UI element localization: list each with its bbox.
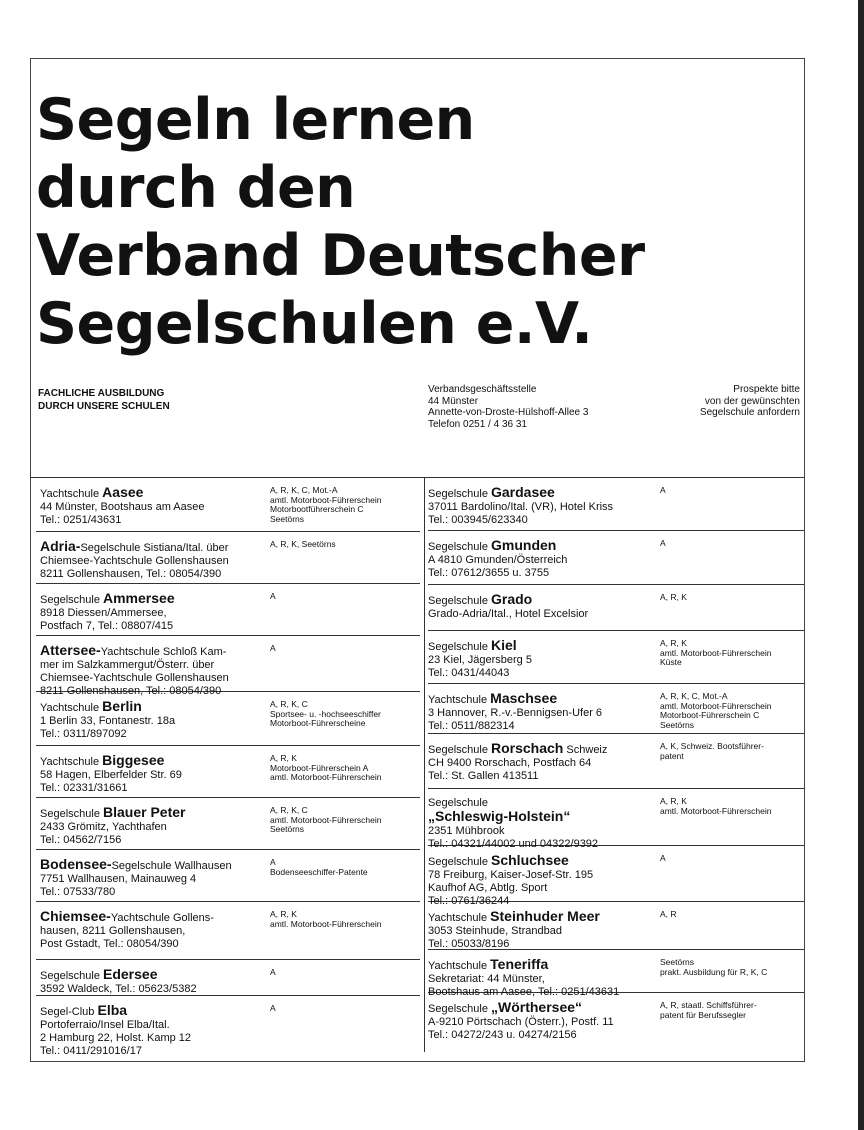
school-name: Attersee- (40, 642, 101, 658)
school-type: Yachtschule (428, 694, 491, 706)
school-name: Bodensee- (40, 856, 112, 872)
office-address-line: 44 Münster (428, 395, 479, 407)
school-address-block (428, 639, 532, 680)
school-type: Yachtschule (428, 912, 491, 924)
school-name: Gardasee (491, 484, 555, 500)
course-offering: A (270, 591, 276, 601)
school-entry (36, 902, 420, 960)
school-name-line (428, 810, 598, 825)
school-entry (428, 478, 804, 531)
school-type: Segelschule (428, 488, 491, 500)
school-entry (36, 996, 420, 1057)
school-name-suffix: Schweiz (563, 744, 608, 756)
course-offering: amtl. Motorboot-Führerschein (270, 814, 382, 825)
school-name: Elba (97, 1002, 128, 1018)
course-offering: amtl. Motorboot-Führerschein (270, 494, 382, 505)
course-offering: amtl. Motorboot-Führerschein (270, 772, 382, 782)
school-address-block (40, 806, 185, 847)
course-offering: A (660, 853, 666, 863)
school-address-block (40, 1004, 191, 1058)
school-entry (428, 631, 804, 684)
course-offering: Bodenseeschiffer-Patente (270, 866, 368, 877)
school-entry (36, 584, 420, 636)
school-address-block (428, 539, 567, 580)
course-offering: A, R, K (660, 592, 687, 602)
course-offering: A, R, staatl. Schiffsführer- (660, 1000, 757, 1010)
school-address-block (428, 593, 588, 621)
school-address-line: Portoferraio/Insel Elba/Ital. (40, 1019, 170, 1031)
course-offering: Küste (660, 657, 682, 667)
school-name-line (428, 593, 588, 608)
course-offering: A (660, 485, 666, 495)
headline-line-3: Verband Deutscher (36, 223, 645, 289)
school-entry (428, 531, 804, 585)
school-address-block (428, 692, 602, 733)
school-name-line (40, 486, 205, 501)
school-address-block (428, 742, 607, 783)
school-type: Segelschule (428, 1003, 491, 1015)
school-address-line: Tel.: 0311/897092 (40, 728, 127, 740)
brochure-note-line: Prospekte bitte (733, 384, 800, 395)
school-address-line: Tel.: 0511/882314 (428, 720, 515, 732)
school-name-line (428, 910, 600, 925)
school-name-line (428, 639, 532, 654)
course-offerings (660, 958, 804, 977)
school-name: „Wörthersee“ (491, 999, 583, 1015)
school-type: Segel-Club (40, 1006, 98, 1018)
course-offerings (270, 592, 420, 602)
school-address-line: 8211 Gollenshausen, Tel.: 08054/390 (40, 685, 222, 697)
school-address-line: Tel.: 04272/243 u. 04274/2156 (428, 1029, 577, 1041)
school-entry (428, 846, 804, 907)
school-address-line: 7751 Wallhausen, Mainauweg 4 (40, 873, 197, 885)
school-address-block (428, 1001, 614, 1042)
school-entry (428, 902, 804, 950)
school-name-line (40, 592, 175, 607)
course-offering: patent (660, 750, 684, 761)
course-offering: A, R, K, C (270, 805, 308, 815)
school-name-line (428, 692, 602, 707)
school-name-line (428, 1001, 614, 1016)
school-name-suffix: Yachtschule Schloß Kam- (100, 646, 227, 658)
school-name-line (428, 958, 619, 973)
course-offering: A (270, 967, 276, 977)
school-address-block (40, 910, 214, 951)
school-name-line (40, 540, 229, 555)
school-address-line: Chiemsee-Yachtschule Gollenshausen (40, 672, 229, 684)
brochure-note-line: Segelschule anfordern (699, 407, 800, 418)
school-type: Segelschule (428, 797, 488, 809)
school-type: Segelschule (428, 541, 491, 553)
school-entry (428, 684, 804, 734)
course-offering: A, R (660, 909, 677, 919)
school-address-block (428, 854, 593, 908)
school-type: Segelschule (428, 641, 491, 653)
school-type: Yachtschule (428, 960, 491, 972)
school-address-line: Tel.: 07533/780 (40, 886, 116, 898)
school-entry (428, 734, 804, 789)
course-offering: A (270, 643, 276, 653)
course-offering: amtl. Motorboot-Führerschein (660, 647, 772, 658)
school-entry (428, 585, 804, 631)
headline-line-2: durch den (36, 155, 356, 221)
course-offering: A, R, K (660, 796, 687, 806)
school-address-line: Sekretariat: 44 Münster, (428, 973, 545, 985)
course-offering: Sportsee- u. -hochseeschiffer (270, 708, 381, 719)
school-address-block (40, 858, 232, 899)
training-subhead-line: FACHLICHE AUSBILDUNG (38, 388, 165, 399)
course-offerings (660, 539, 804, 549)
school-entry (36, 960, 420, 996)
course-offerings (660, 639, 804, 668)
school-address-line: 78 Freiburg, Kaiser-Josef-Str. 195 (428, 869, 594, 881)
course-offering: amtl. Motorboot-Führerschein (270, 918, 382, 929)
school-address-block (40, 592, 175, 633)
school-address-line: mer im Salzkammergut/Österr. über (40, 659, 215, 671)
school-list-right (428, 478, 804, 1053)
course-offerings (270, 644, 420, 654)
school-name: Aasee (102, 484, 144, 500)
school-address-line: 2433 Grömitz, Yachthafen (40, 821, 167, 833)
school-type: Segelschule (428, 856, 491, 868)
school-name-line (40, 806, 185, 821)
course-offerings (660, 593, 804, 603)
school-name-line (40, 700, 175, 715)
school-address-line: 2 Hamburg 22, Holst. Kamp 12 (40, 1032, 192, 1044)
school-address-line: Tel.: 04562/7156 (40, 834, 122, 846)
school-address-line: Tel.: 02331/31661 (40, 782, 128, 794)
school-name-line (428, 742, 607, 757)
school-entry (36, 532, 420, 584)
school-address-line: 37011 Bardolino/Ital. (VR), Hotel Kriss (428, 501, 614, 513)
school-address-line: Chiemsee-Yachtschule Gollenshausen (40, 555, 229, 567)
school-name-line (40, 644, 229, 659)
school-address-block (428, 910, 600, 951)
school-address-line: 23 Kiel, Jägersberg 5 (428, 654, 532, 666)
school-address-line: Bootshaus am Aasee, Tel.: 0251/43631 (428, 986, 620, 998)
course-offering: A, R, K (270, 909, 297, 919)
school-address-line: CH 9400 Rorschach, Postfach 64 (428, 757, 592, 769)
school-address-line: Tel.: 04321/44002 und 04322/9392 (428, 838, 599, 850)
course-offerings (270, 540, 420, 550)
course-offerings (270, 910, 420, 929)
course-offering: A, K, Schweiz. Bootsführer- (660, 741, 764, 751)
course-offerings (270, 754, 420, 783)
course-offering: Seetörns (660, 719, 695, 730)
course-offerings (270, 1004, 420, 1014)
school-name-suffix: Segelschule Sistiana/Ital. über (80, 542, 229, 554)
school-address-line: Tel.: 0251/43631 (40, 514, 122, 526)
school-name: Biggesee (102, 752, 165, 768)
brochure-note (600, 384, 800, 419)
course-offering: A (660, 538, 666, 548)
school-address-line: 1 Berlin 33, Fontanestr. 18a (40, 715, 176, 727)
course-offerings (660, 1001, 804, 1020)
course-offering: Seetörns (270, 824, 305, 834)
school-list-left (36, 478, 420, 1057)
school-name-suffix: Yachtschule Gollens- (110, 912, 214, 924)
course-offering: amtl. Motorboot-Führerschein (660, 805, 772, 816)
office-address-line: Verbandsgeschäftsstelle (428, 384, 537, 395)
school-type: Segelschule (428, 744, 491, 756)
course-offering: A (270, 857, 276, 867)
school-address-block (40, 754, 182, 795)
course-offering: amtl. Motorboot-Führerschein (660, 700, 772, 711)
school-entry (36, 798, 420, 850)
office-address-line: Telefon 0251 / 4 36 31 (428, 418, 527, 430)
school-entry (36, 636, 420, 697)
school-address-block (428, 486, 613, 527)
course-offering: A, R, K, C, Mot.-A (660, 691, 728, 701)
course-offering: Motorboot-Führerschein A (270, 762, 369, 773)
school-address-line: 3053 Steinhude, Strandbad (428, 925, 562, 937)
school-name-line (40, 754, 182, 769)
course-offering: A, R, K, Seetörns (270, 539, 336, 549)
school-entry (428, 993, 804, 1053)
school-name-line (428, 539, 567, 554)
school-address-line: Grado-Adria/Ital., Hotel Excelsior (428, 608, 589, 620)
school-name: Chiemsee- (40, 908, 111, 924)
office-address-line: Annette-von-Droste-Hülshoff-Allee 3 (428, 407, 589, 418)
school-address-block (428, 797, 598, 851)
school-type: Yachtschule (40, 488, 103, 500)
course-offering: Motorboot-Führerscheine (270, 718, 366, 728)
school-name-line (428, 854, 593, 869)
school-name-line (40, 910, 214, 925)
school-name: Blauer Peter (103, 804, 186, 820)
school-entry (428, 789, 804, 850)
school-type: Yachtschule (40, 702, 103, 714)
school-address-line: Tel.: 0431/44043 (428, 667, 510, 679)
course-offering: prakt. Ausbildung für R, K, C (660, 966, 768, 977)
course-offering: A (270, 1003, 276, 1013)
school-address-line: A-9210 Pörtschach (Österr.), Postf. 11 (428, 1016, 614, 1028)
school-name: Steinhuder Meer (490, 908, 600, 924)
course-offerings (660, 742, 804, 761)
training-subhead-line: DURCH UNSERE SCHULEN (38, 401, 170, 412)
school-name: Teneriffa (490, 956, 549, 972)
school-address-line: Tel.: 05033/8196 (428, 938, 510, 950)
school-entry (428, 950, 804, 998)
school-address-line: 8211 Gollenshausen, Tel.: 08054/390 (40, 568, 222, 580)
headline-line-4: Segelschulen e.V. (36, 291, 593, 357)
school-entry (36, 478, 420, 532)
course-offerings (660, 854, 804, 864)
school-name: Schluchsee (491, 852, 569, 868)
school-address-line: Tel.: 07612/3655 u. 3755 (428, 567, 550, 579)
school-name-line (40, 858, 232, 873)
school-address-line: Tel.: 003945/623340 (428, 514, 528, 526)
scan-edge-shadow (858, 0, 864, 1130)
course-offering: A, R, K (660, 638, 687, 648)
course-offering: patent für Berufssegler (660, 1009, 746, 1020)
course-offering: A, R, K, C, Mot.-A (270, 485, 338, 495)
course-offering: Motorboot-Führerschein C (660, 710, 760, 720)
school-name-suffix: Segelschule Wallhausen (111, 860, 232, 872)
school-address-line: A 4810 Gmunden/Österreich (428, 554, 568, 566)
school-address-block (40, 540, 229, 581)
course-offerings (660, 692, 804, 730)
headline-line-1: Segeln lernen (36, 87, 475, 153)
school-name: Edersee (103, 966, 158, 982)
training-subhead (38, 387, 170, 413)
school-address-block (40, 644, 229, 698)
course-offerings (270, 486, 420, 524)
school-address-line: 2351 Mühbrook (428, 825, 505, 837)
school-entry (36, 850, 420, 902)
course-offerings (270, 700, 420, 729)
course-offerings (660, 910, 804, 920)
school-address-line: Kaufhof AG, Abtlg. Sport (428, 882, 548, 894)
school-entry (36, 692, 420, 746)
school-name: Maschsee (490, 690, 558, 706)
school-address-line: Tel.: 0761/36244 (428, 895, 510, 907)
school-address-line: Postfach 7, Tel.: 08807/415 (40, 620, 174, 632)
school-name: „Schleswig-Holstein“ (428, 808, 571, 824)
column-divider (424, 477, 425, 1052)
school-name-line (40, 1004, 191, 1019)
headline (36, 86, 645, 358)
course-offerings (270, 858, 420, 877)
school-address-block (40, 968, 197, 996)
school-name: Ammersee (103, 590, 175, 606)
school-type: Segelschule (40, 594, 103, 606)
school-name: Adria- (40, 538, 81, 554)
school-address-line: Tel.: 0411/291016/17 (40, 1045, 142, 1057)
school-address-line: Post Gstadt, Tel.: 08054/390 (40, 938, 179, 950)
school-address-block (40, 486, 205, 527)
office-address (428, 384, 588, 430)
course-offering: Seetörns (270, 513, 305, 524)
course-offerings (270, 806, 420, 835)
school-entry (36, 746, 420, 798)
school-address-line: 3 Hannover, R.-v.-Bennigsen-Ufer 6 (428, 707, 603, 719)
course-offerings (270, 968, 420, 978)
school-name: Berlin (102, 698, 142, 714)
course-offering: Seetörns (660, 957, 695, 967)
course-offerings (660, 486, 804, 496)
school-address-line: 58 Hagen, Elberfelder Str. 69 (40, 769, 182, 781)
school-type: Segelschule (40, 970, 103, 982)
school-address-block (40, 700, 175, 741)
course-offerings (660, 797, 804, 816)
course-offering: A, R, K, C (270, 699, 308, 709)
school-address-line: 44 Münster, Bootshaus am Aasee (40, 501, 205, 513)
course-offering: A, R, K (270, 753, 297, 763)
school-address-line: 3592 Waldeck, Tel.: 05623/5382 (40, 983, 197, 995)
school-address-line: 8918 Diessen/Ammersee, (40, 607, 167, 619)
school-name: Gmunden (491, 537, 557, 553)
school-address-line: Tel.: St. Gallen 413511 (428, 770, 539, 782)
brochure-note-line: von der gewünschten (704, 395, 800, 407)
school-name-line (428, 486, 613, 501)
course-offering: Motorbootführerschein C (270, 504, 364, 514)
school-type: Segelschule (428, 595, 491, 607)
school-name: Grado (491, 591, 533, 607)
school-name: Rorschach (491, 740, 564, 756)
school-name-line (40, 968, 197, 983)
school-type: Segelschule (40, 808, 103, 820)
school-name: Kiel (491, 637, 517, 653)
school-type: Yachtschule (40, 756, 103, 768)
school-address-line: hausen, 8211 Gollenshausen, (40, 925, 186, 937)
